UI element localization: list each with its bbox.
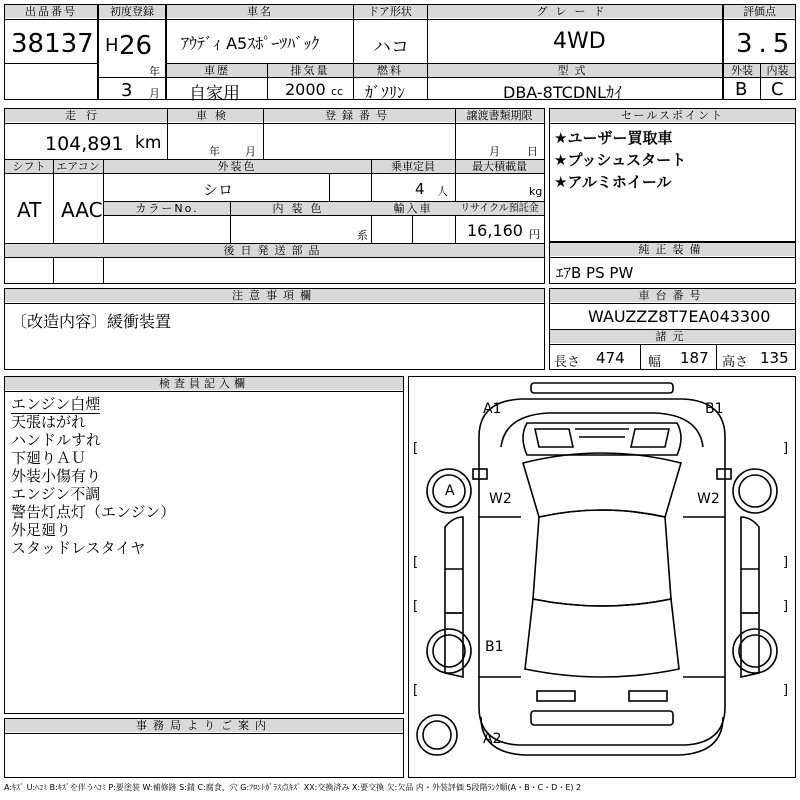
equipment-value: ｴｱB PS PW	[556, 264, 634, 282]
inspection-label: 車検	[167, 109, 263, 122]
recycle-value: 16,160	[467, 221, 523, 240]
sales-point-1: ★ユーザー買取車	[554, 129, 673, 147]
seats-label: 乗車定員	[371, 160, 455, 173]
legend-text: A:ｷｽﾞ U:ﾍｺﾐ B:ｷｽﾞを伴うﾍｺﾐ P:要塗装 W:補修跡 S:錆 C:腐食、穴 G:ﾌﾛﾝﾄｶﾞﾗｽ点ｷｽﾞ XX:交換済み X:要交換 欠:欠品 内・外装評価 5段階ﾗﾝｸ順(A・B・C・D・E) 2	[4, 783, 582, 792]
model-label: 型式	[427, 64, 722, 77]
recycle-label: リサイクル預託金	[455, 202, 544, 215]
reg-month: 3	[121, 80, 133, 101]
inspector-label: 検査員記入欄	[5, 377, 403, 390]
office-label: 事務局よりご案内	[5, 719, 403, 732]
interior-color-label: 内装色	[231, 202, 371, 215]
notes-box	[4, 288, 545, 370]
bracket-right: ]	[783, 441, 789, 456]
car-name: ｱｳﾃﾞｨ A5ｽﾎﾟｰﾂﾊﾞｯｸ	[181, 34, 320, 53]
reg-era: H	[105, 35, 119, 56]
bracket-right: ]	[783, 599, 789, 614]
equipment-label: 純正装備	[550, 243, 795, 256]
shift-value: AT	[17, 198, 42, 222]
inspector-item: 外装小傷有り	[11, 467, 102, 485]
car-name-label: 車名	[167, 5, 353, 18]
exterior-color-value: シロ	[203, 181, 234, 199]
car-diagram-box	[408, 376, 796, 778]
inspection-year: 年	[209, 145, 220, 158]
later-parts-label: 後日発送部品	[5, 244, 544, 257]
details-box	[4, 108, 545, 284]
grade-label: グレード	[427, 5, 722, 18]
height-label: 高さ	[722, 355, 749, 370]
interior-grade: C	[771, 79, 784, 100]
exterior-grade-label: 外装	[724, 64, 760, 77]
aircon-label: エアコン	[53, 160, 103, 173]
inspector-box	[4, 376, 404, 714]
damage-w2-left: W2	[489, 491, 512, 507]
displacement-unit: cc	[331, 85, 344, 98]
inspector-item: エンジン不調	[11, 485, 101, 503]
sales-points-box	[549, 108, 796, 242]
aircon-value: AAC	[61, 198, 103, 222]
bracket-left: [	[413, 555, 419, 570]
inspector-item: 外足廻り	[11, 521, 72, 539]
seats-unit: 人	[437, 185, 448, 198]
history-label: 車歴	[167, 64, 267, 77]
car-info-box	[166, 4, 723, 104]
shift-label: シフト	[5, 160, 53, 173]
damage-a1: A1	[483, 401, 502, 417]
length-value: 474	[596, 349, 625, 367]
import-label: 輸入車	[371, 202, 455, 215]
equipment-box	[549, 242, 796, 284]
max-load-label: 最大積載量	[455, 160, 544, 173]
notes-text: 〔改造内容〕緩衝装置	[11, 312, 172, 331]
plate-label: 登録番号	[263, 109, 455, 122]
damage-w2-right: W2	[697, 491, 720, 507]
inspector-item: 下廻りＡＵ	[11, 449, 87, 467]
damage-b1-front: B1	[705, 401, 724, 417]
mileage-value: 104,891	[45, 133, 124, 155]
inspector-item: 警告灯点灯（エンジン）	[11, 503, 176, 521]
damage-a2: A2	[483, 731, 502, 747]
lot-box	[4, 4, 98, 100]
inspector-item: スタッドレスタイヤ	[11, 539, 146, 557]
office-box	[4, 718, 404, 778]
bracket-left: [	[413, 683, 419, 698]
lot-number: 38137	[11, 29, 94, 59]
first-registration-label: 初度登録	[99, 5, 165, 18]
displacement-label: 排気量	[267, 64, 353, 77]
sales-point-2: ★プッシュスタート	[554, 151, 687, 169]
reg-year-unit: 年	[149, 65, 160, 78]
width-value: 187	[680, 349, 709, 367]
interior-color-unit: 系	[357, 229, 368, 242]
seats-value: 4	[415, 180, 425, 198]
damage-a-tire: A	[445, 483, 455, 499]
bracket-right: ]	[783, 555, 789, 570]
history-value: 自家用	[189, 84, 240, 104]
inspector-item: 天張はがれ	[11, 413, 87, 431]
color-no-label: カラーNo.	[104, 202, 230, 215]
recycle-unit: 円	[529, 228, 540, 241]
fuel-label: 燃料	[353, 64, 427, 77]
damage-b1-mid: B1	[485, 639, 504, 655]
transfer-day: 日	[527, 145, 538, 158]
interior-grade-label: 内装	[760, 64, 795, 77]
mileage-unit: km	[135, 133, 162, 153]
first-registration-box	[98, 4, 166, 100]
chassis-number: WAUZZZ8T7EA043300	[588, 307, 771, 326]
inspector-item: エンジン白煙	[11, 395, 101, 413]
bracket-left: [	[413, 441, 419, 456]
score-label: 評価点	[724, 5, 795, 18]
car-diagram	[409, 377, 795, 777]
specs-label: 諸元	[550, 330, 795, 343]
exterior-grade: B	[735, 79, 748, 100]
model-value: DBA-8TCDNLｶｲ	[503, 83, 623, 102]
lot-label: 出品番号	[5, 5, 97, 18]
bracket-right: ]	[783, 683, 789, 698]
fuel-value: ｶﾞｿﾘﾝ	[365, 83, 406, 102]
score-value: 3.5	[736, 29, 796, 59]
door-label: ドア形状	[353, 5, 427, 18]
score-box	[723, 4, 796, 100]
bracket-left: [	[413, 599, 419, 614]
inspection-month: 月	[245, 145, 256, 158]
length-label: 長さ	[554, 355, 581, 370]
transfer-label: 譲渡書類期限	[455, 109, 544, 122]
mileage-label: 走行	[5, 109, 167, 122]
max-load-unit: kg	[529, 185, 543, 198]
reg-month-unit: 月	[149, 87, 160, 100]
door-type: ハコ	[373, 37, 409, 58]
grade-value: 4WD	[553, 29, 606, 54]
transfer-month: 月	[489, 145, 500, 158]
height-value: 135	[760, 349, 789, 367]
width-label: 幅	[648, 355, 662, 370]
exterior-color-label: 外装色	[103, 160, 371, 173]
displacement-value: 2000	[285, 80, 326, 99]
reg-year: 26	[119, 31, 153, 61]
chassis-label: 車台番号	[550, 289, 795, 302]
sales-points-label: セールスポイント	[550, 109, 795, 122]
notes-label: 注意事項欄	[5, 289, 544, 302]
sales-point-3: ★アルミホイール	[554, 173, 672, 191]
inspector-item: ハンドルすれ	[11, 431, 102, 449]
chassis-box	[549, 288, 796, 370]
